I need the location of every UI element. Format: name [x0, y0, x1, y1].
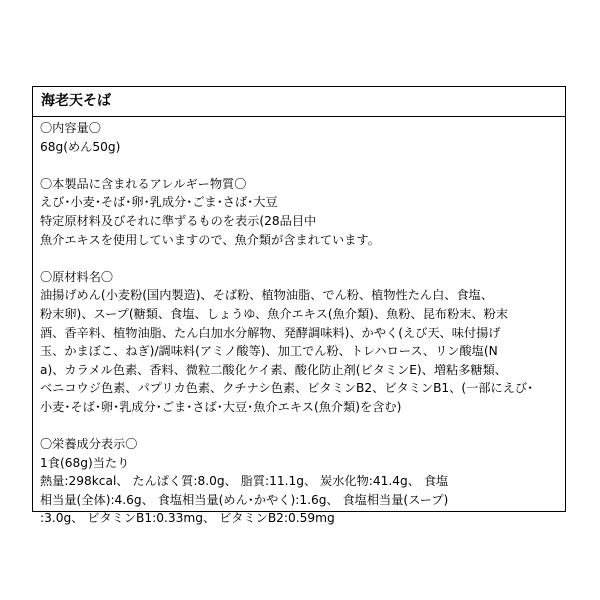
allergens-line: 特定原材料及びそれに準ずるものを表示(28品目中 — [40, 213, 317, 228]
ingredients-line: a)、カラメル色素、香料、微粒二酸化ケイ素、酸化防止剤(ビタミンE)、増粘多糖類、 — [40, 362, 507, 377]
nutrition-line: :3.0g、 ビタミンB1:0.33mg、 ビタミンB2:0.59mg — [40, 511, 335, 526]
nutrition-line: 1食(68g)当たり — [40, 455, 130, 470]
ingredients-line: 玉、かまぼこ、ねぎ)/調味料(アミノ酸等)、加工でん粉、トレハロース、リン酸塩(N — [40, 344, 498, 359]
spacer — [40, 156, 559, 175]
contents-value: 68g(めん50g) — [40, 139, 121, 154]
nutrition-line: 相当量(全体):4.6g、 食塩相当量(めん･かやく):1.6g、 食塩相当量(スープ) — [40, 492, 449, 507]
ingredients-line: 小麦･そば･卵･乳成分･ごま･さば･大豆･魚介エキス(魚介類)を含む) — [40, 399, 402, 414]
allergens-line: 魚介エキスを使用していますので、魚介類が含まれています。 — [40, 232, 380, 247]
product-title: 海老天そば — [33, 87, 565, 117]
contents-heading: 〇内容量〇 — [40, 121, 101, 135]
spacer — [40, 249, 559, 268]
nutrition-line: 熱量:298kcal、 たんぱく質:8.0g、 脂質:11.1g、 炭水化物:41.4g、 食塩 — [40, 474, 449, 489]
spacer — [40, 417, 559, 436]
ingredients-heading: 〇原材料名〇 — [40, 269, 114, 284]
ingredients-line: ベニコウジ色素、パプリカ色素、クチナシ色素、ビタミンB2、ビタミンB1、(一部にえび･ — [40, 381, 534, 396]
ingredients-line: 酒、香辛料、植物油脂、たん白加水分解物、発酵調味料)、かやく(えび天、味付揚げ — [40, 325, 501, 340]
label-content — [33, 117, 565, 528]
food-label — [32, 86, 566, 526]
nutrition-heading: 〇栄養成分表示〇 — [40, 437, 138, 452]
allergens-heading: 〇本製品に含まれるアレルギー物質〇 — [40, 176, 247, 191]
allergens-line: えび･小麦･そば･卵･乳成分･ごま･さば･大豆 — [40, 195, 278, 210]
ingredients-line: 粉末卵)、スープ(糖類、食塩、しょうゆ、魚介エキス(魚介類)、魚粉、昆布粉末、粉末 — [40, 306, 509, 321]
ingredients-line: 油揚げめん(小麦粉(国内製造)、そば粉、植物油脂、でん粉、植物性たん白、食塩、 — [40, 288, 494, 303]
